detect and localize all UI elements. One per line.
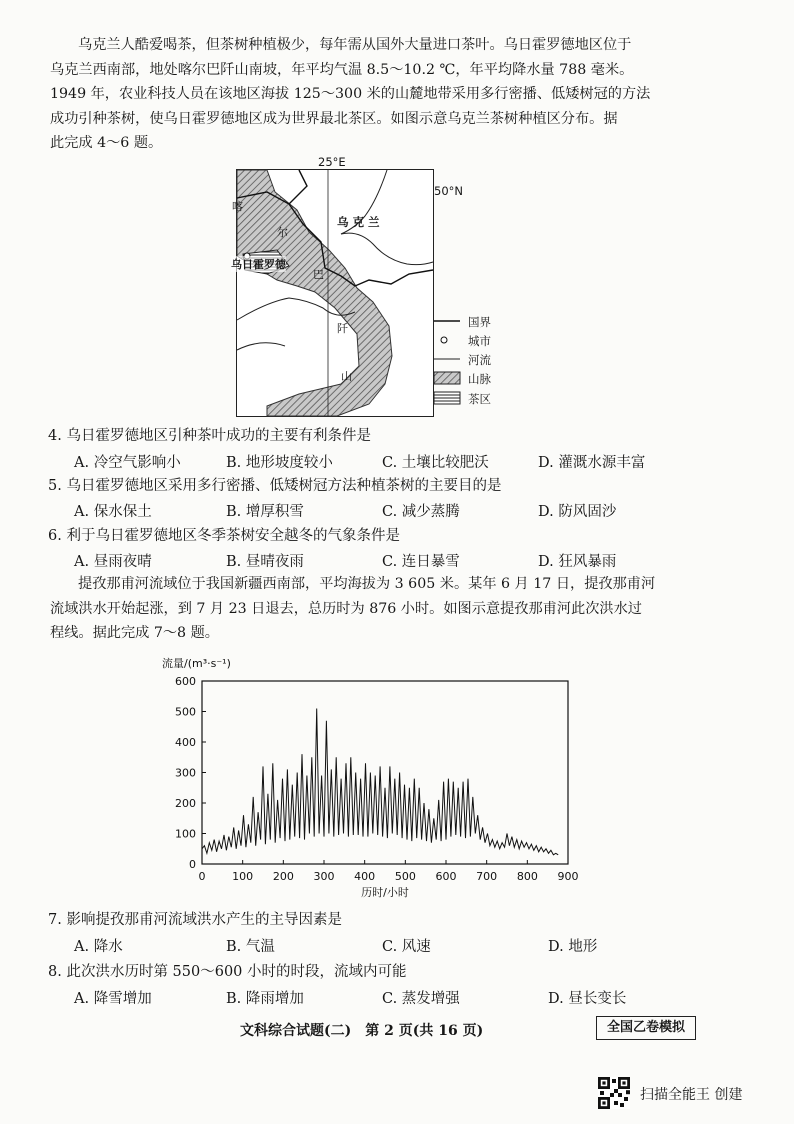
q6-option-a[interactable]: A. 昼雨夜晴 [74,554,152,570]
passage-line: 流域洪水开始起涨，到 7 月 23 日退去，总历时为 876 小时。如图示意提孜那甫河此次洪水过 [50,600,642,617]
q4-option-d[interactable]: D. 灌溉水源丰富 [538,455,646,471]
passage-line: 此完成 4～6 题。 [50,135,163,151]
question-6: 6. 利于乌日霍罗德地区冬季茶树安全越冬的气象条件是 [48,528,400,544]
q6-option-d[interactable]: D. 狂风暴雨 [538,554,617,570]
legend-city-icon [441,337,447,343]
q6-option-c[interactable]: C. 连日暴雪 [382,554,460,570]
y-tick-label: 300 [175,766,196,780]
x-tick-label: 700 [476,870,498,883]
q7-option-d[interactable]: D. 地形 [548,939,598,955]
qr-code-icon [598,1077,630,1109]
q4-option-b[interactable]: B. 地形坡度较小 [226,455,333,471]
question-8: 8. 此次洪水历时第 550～600 小时的时段，流域内可能 [48,964,407,980]
map-country-label: 乌 克 兰 [337,215,380,229]
river [341,233,433,265]
q5-option-a[interactable]: A. 保水保土 [74,504,152,520]
q8-option-d[interactable]: D. 昼长变长 [548,991,627,1007]
x-tick-label: 900 [557,870,579,883]
x-tick-label: 300 [313,870,335,883]
map-drawing [237,170,433,416]
question-4: 4. 乌日霍罗德地区引种茶叶成功的主要有利条件是 [48,428,371,444]
discharge-series-line [202,709,558,855]
x-tick-label: 500 [394,870,416,883]
q5-option-b[interactable]: B. 增厚积雪 [226,504,304,520]
passage-line: 成功引种茶树，使乌日霍罗德地区成为世界最北茶区。如图示意乌克兰茶树种植区分布。据 [50,110,618,127]
map-longitude-label: 25°E [318,155,346,169]
range-label-char: 喀 [232,200,243,213]
y-tick-label: 400 [175,736,196,749]
range-label-char: 阡 [337,322,348,335]
y-tick-label: 500 [175,705,196,719]
q4-option-a[interactable]: A. 冷空气影响小 [74,455,181,471]
y-tick-label: 600 [175,675,196,688]
y-tick-label: 0 [189,858,196,871]
q7-option-b[interactable]: B. 气温 [226,939,275,955]
q4-option-c[interactable]: C. 土壤比较肥沃 [382,455,489,471]
q5-option-d[interactable]: D. 防风固沙 [538,504,617,520]
range-label-char: 山 [341,370,352,383]
passage-tiznap-river [50,572,740,646]
q8-option-b[interactable]: B. 降雨增加 [226,991,304,1007]
x-tick-label: 100 [232,870,254,883]
y-tick-label: 200 [175,797,196,810]
scanner-watermark: 扫描全能王 创建 [640,1087,743,1103]
tea-distribution-map [231,169,434,417]
question-7: 7. 影响提孜那甫河流域洪水产生的主导因素是 [48,912,342,928]
question-5: 5. 乌日霍罗德地区采用多行密播、低矮树冠方法种植茶树的主要目的是 [48,478,502,494]
passage-line: 1949 年，农业科技人员在该地区海拔 125～300 米的山麓地带采用多行密播、低矮树冠的方法 [50,86,651,102]
passage-line: 程线。据此完成 7～8 题。 [50,625,219,641]
q8-option-a[interactable]: A. 降雪增加 [74,991,152,1007]
q7-option-c[interactable]: C. 风速 [382,939,431,955]
range-label-char: 尔 [277,226,288,239]
passage-ukraine-tea [50,33,740,156]
legend-label: 山脉 [468,372,491,386]
map-city-label: 乌日霍罗德 [231,258,286,271]
passage-line: 提孜那甫河流域位于我国新疆西南部，平均海拔为 3 605 米。某年 6 月 17 日，提孜那甫河 [78,576,656,592]
flood-hydrograph-svg [150,648,590,899]
q7-option-a[interactable]: A. 降水 [74,939,123,955]
page-footer-title: 文科综合试题(二) 第 2 页(共 16 页) [240,1023,484,1039]
legend-label: 城市 [468,334,491,348]
map-legend [432,312,512,422]
carpathian-mountains [237,170,392,416]
map-latitude-label: 50°N [434,184,463,198]
q8-option-c[interactable]: C. 蒸发增强 [382,991,460,1007]
legend-label: 国界 [468,315,491,329]
exam-badge: 全国乙卷模拟 [596,1016,696,1040]
x-tick-label: 0 [198,870,206,883]
legend-mountain-icon [434,372,460,384]
y-axis-label: 流量/(m³·s⁻¹) [162,657,231,670]
legend-label: 茶区 [468,392,491,406]
legend-label: 河流 [468,353,491,367]
x-tick-label: 200 [272,870,294,883]
x-tick-label: 800 [516,870,538,883]
national-border [289,170,307,204]
y-tick-label: 100 [175,827,196,841]
passage-line: 乌克兰西南部，地处喀尔巴阡山南坡，年平均气温 8.5～10.2 ℃，年平均降水量 788 毫米。 [50,61,634,78]
river [237,343,285,350]
q6-option-b[interactable]: B. 昼晴夜雨 [226,554,304,570]
legend-symbols [434,312,464,412]
x-tick-label: 400 [354,870,376,883]
x-axis-label: 历时/小时 [361,886,409,899]
plot-frame [202,681,568,864]
range-label-char: 巴 [313,268,324,281]
q5-option-c[interactable]: C. 减少蒸腾 [382,504,460,520]
x-tick-label: 600 [435,870,457,883]
flood-hydrograph-chart [150,648,590,899]
passage-line: 乌克兰人酷爱喝茶，但茶树种植极少，每年需从国外大量进口茶叶。乌日霍罗德地区位于 [78,37,632,53]
